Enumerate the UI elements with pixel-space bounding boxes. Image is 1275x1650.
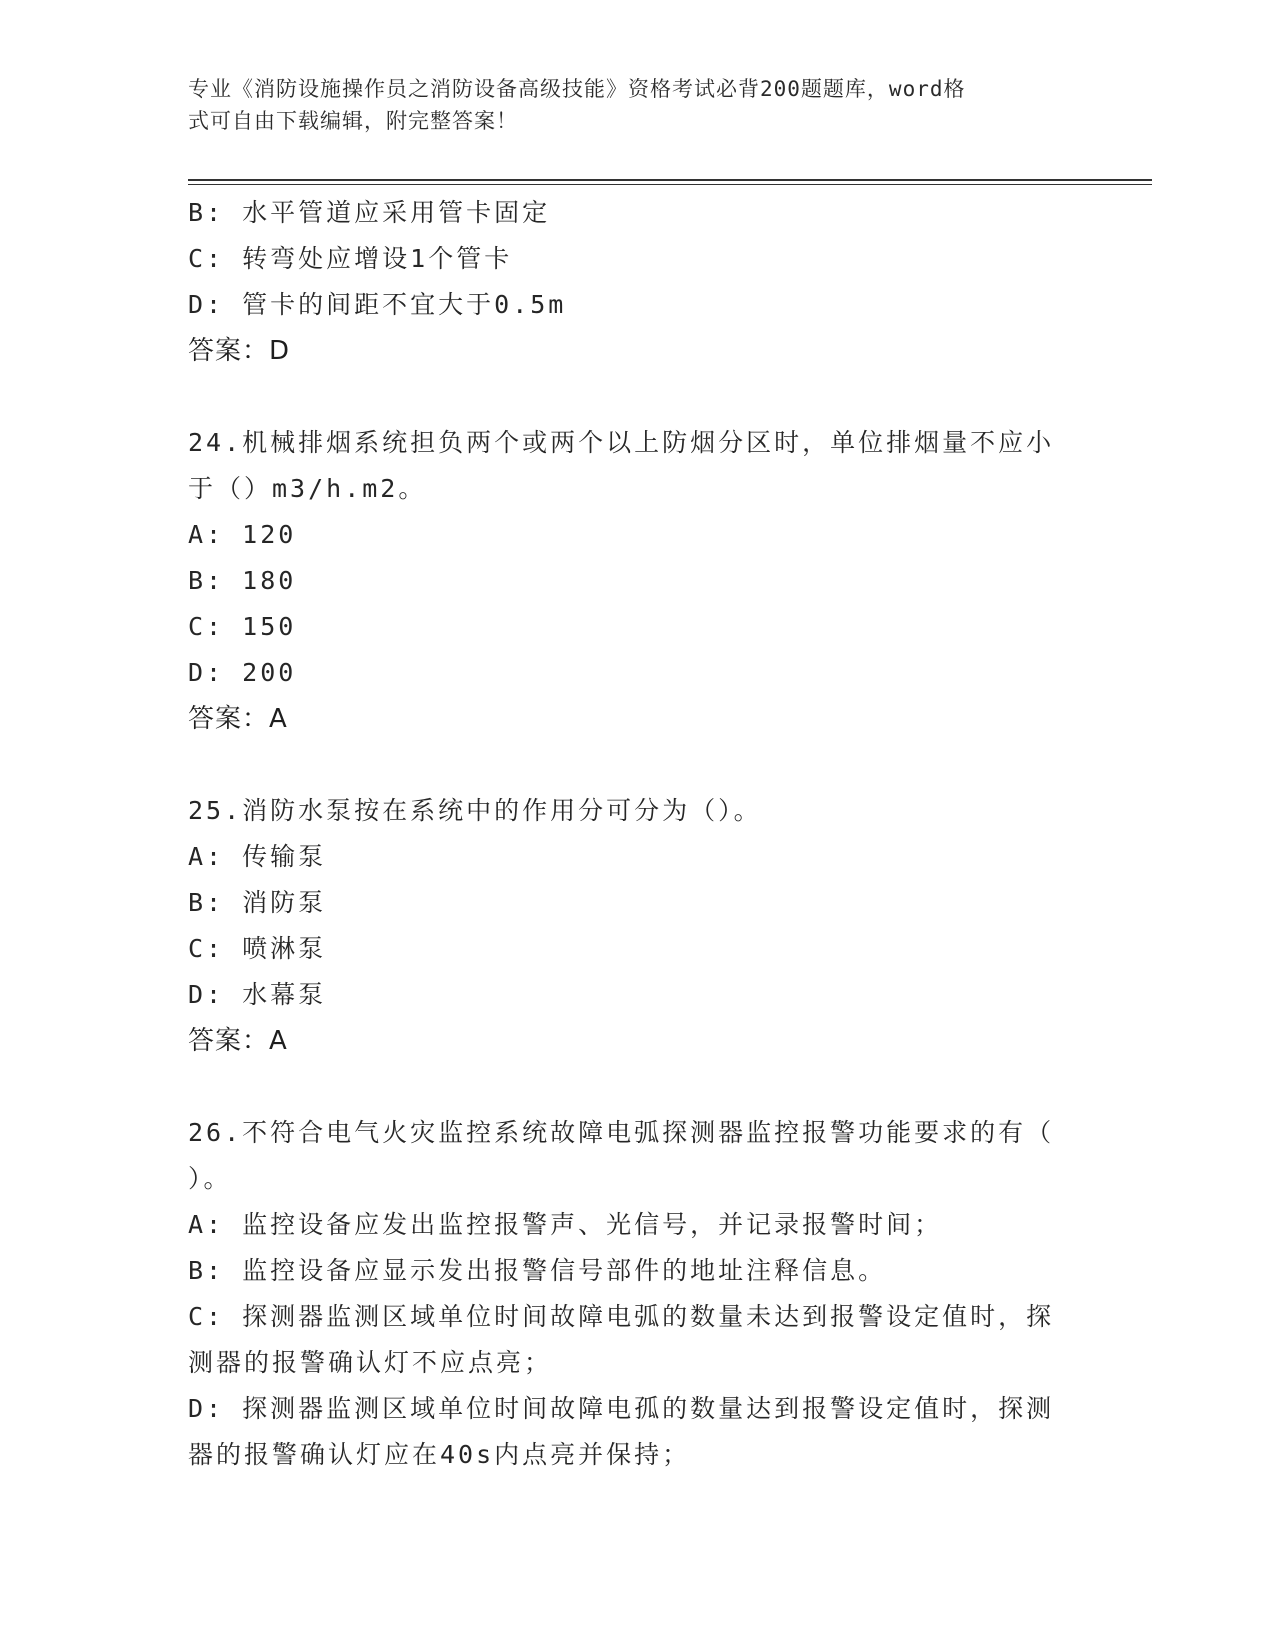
option-d: D: 200 bbox=[188, 658, 297, 687]
option-d: D: 管卡的间距不宜大于0.5m bbox=[188, 290, 567, 319]
header-line-1: 专业《消防设施操作员之消防设备高级技能》资格考试必背200题题库，word格 bbox=[188, 77, 966, 101]
option-b: B: 水平管道应采用管卡固定 bbox=[188, 198, 551, 227]
question-block-25 bbox=[188, 788, 1088, 1064]
spacer bbox=[188, 1064, 1088, 1110]
question-stem-continued: 于（）m3/h.m2。 bbox=[188, 474, 427, 503]
option-c: C: 探测器监测区域单位时间故障电弧的数量未达到报警设定值时，探 bbox=[188, 1302, 1055, 1331]
header-line-2: 式可自由下载编辑，附完整答案！ bbox=[188, 109, 518, 133]
option-c-continued: 测器的报警确认灯不应点亮； bbox=[188, 1348, 553, 1377]
option-d-continued: 器的报警确认灯应在40s内点亮并保持； bbox=[188, 1440, 691, 1469]
option-d: D: 探测器监测区域单位时间故障电孤的数量达到报警设定值时，探测 bbox=[188, 1394, 1055, 1423]
question-stem: 24.机械排烟系统担负两个或两个以上防烟分区时，单位排烟量不应小 bbox=[188, 428, 1055, 457]
option-b: B: 180 bbox=[188, 566, 297, 595]
answer: 答案：D bbox=[188, 336, 291, 366]
question-stem: 26.不符合电气火灾监控系统故障电弧探测器监控报警功能要求的有（ bbox=[188, 1118, 1055, 1147]
question-stem-continued: ）。 bbox=[188, 1164, 232, 1193]
question-stem: 25.消防水泵按在系统中的作用分可分为（）。 bbox=[188, 796, 762, 825]
option-c: C: 喷淋泵 bbox=[188, 934, 327, 963]
spacer bbox=[188, 374, 1088, 420]
option-a: A: 监控设备应发出监控报警声、光信号，并记录报警时间； bbox=[188, 1210, 943, 1239]
question-block-23 bbox=[188, 190, 1088, 374]
header-divider-thick bbox=[188, 179, 1152, 181]
option-b: B: 消防泵 bbox=[188, 888, 327, 917]
question-list bbox=[188, 190, 1088, 1478]
question-block-26 bbox=[188, 1110, 1088, 1478]
document-header bbox=[188, 73, 1068, 137]
option-c: C: 转弯处应增设1个管卡 bbox=[188, 244, 513, 273]
option-d: D: 水幕泵 bbox=[188, 980, 327, 1009]
option-b: B: 监控设备应显示发出报警信号部件的地址注释信息。 bbox=[188, 1256, 887, 1285]
header-divider-thin bbox=[188, 184, 1152, 185]
question-block-24 bbox=[188, 420, 1088, 742]
answer: 答案：A bbox=[188, 704, 288, 734]
option-c: C: 150 bbox=[188, 612, 297, 641]
option-a: A: 120 bbox=[188, 520, 297, 549]
spacer bbox=[188, 742, 1088, 788]
answer: 答案：A bbox=[188, 1026, 288, 1056]
option-a: A: 传输泵 bbox=[188, 842, 327, 871]
